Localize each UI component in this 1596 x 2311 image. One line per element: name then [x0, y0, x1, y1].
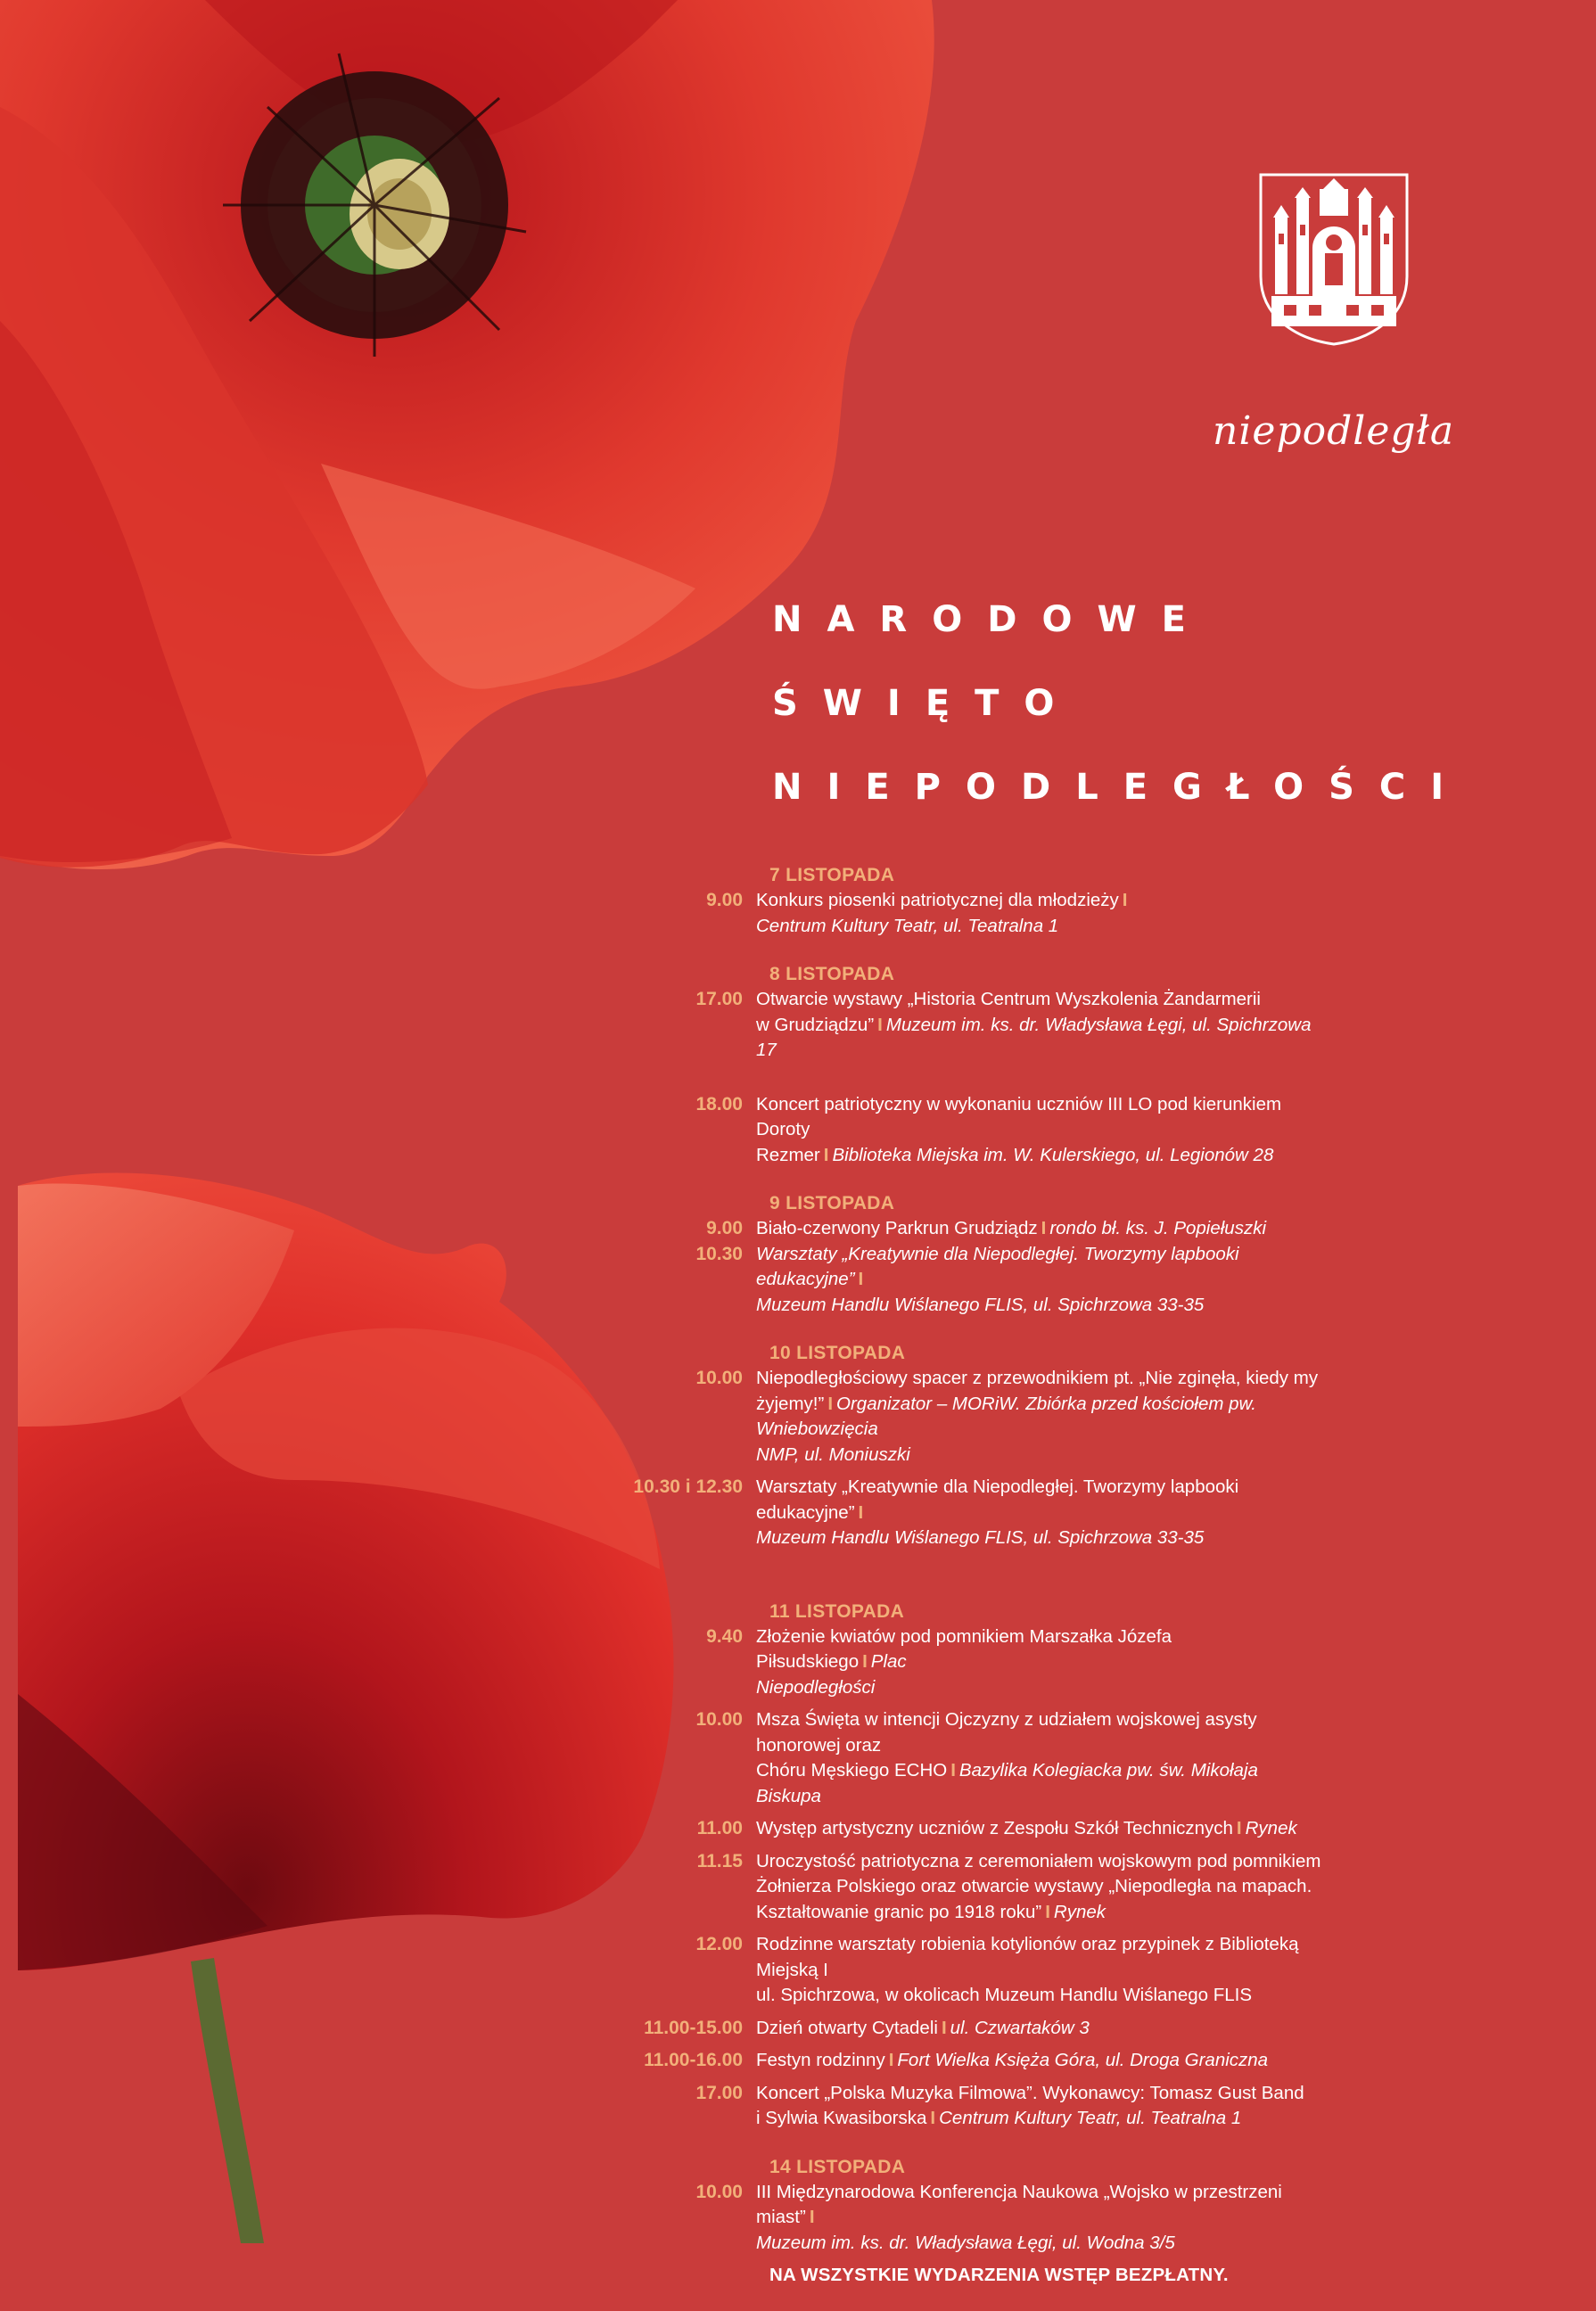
event-row: [0, 2016, 1596, 2042]
separator: I: [1236, 1818, 1242, 1838]
event-row: [0, 1216, 1596, 1242]
event-desc: Warsztaty „Kreatywnie dla Niepodległej. Tworzymy lapbooki edukacyjne” I Muzeum Handlu Wiślanego FLIS, ul. Spichrzowa 33-35: [756, 1243, 1239, 1315]
event-row: [0, 1092, 1596, 1169]
event-place: Fort Wielka Księża Góra, ul. Droga Graniczna: [897, 2050, 1269, 2070]
event-desc: Otwarcie wystawy „Historia Centrum Wyszkolenia Żandarmerii w Grudziądzu” I Muzeum im. ks. dr. Władysława Łęgi, ul. Spichrzowa 17: [756, 989, 1312, 1060]
event-desc: Rodzinne warsztaty robienia kotylionów oraz przypinek z Biblioteką Miejską I ul. Spichrzowa, w okolicach Muzeum Handlu Wiślanego FLIS: [756, 1934, 1299, 2005]
event-time: 17.00: [695, 989, 743, 1009]
event-place: Bazylika Kolegiacka pw. św. Mikołaja Biskupa: [756, 1760, 1258, 1806]
event-row: [0, 987, 1596, 1064]
event-place: Muzeum im. ks. dr. Władysława Łęgi, ul. Spichrzowa 17: [756, 1014, 1312, 1060]
event-place: NMP, ul. Moniuszki: [756, 1443, 910, 1465]
event-time: 9.40: [706, 1625, 743, 1647]
event-desc: Warsztaty „Kreatywnie dla Niepodległej. Tworzymy lapbooki edukacyjne” I Muzeum Handlu Wiślanego FLIS, ul. Spichrzowa 33-35: [756, 1476, 1239, 1548]
free-entry-note: NA WSZYSTKIE WYDARZENIA WSTĘP BEZPŁATNY.: [769, 2265, 1229, 2285]
event-time: 11.00-15.00: [644, 2017, 743, 2038]
event-place: Plac: [870, 1651, 907, 1672]
event-row: [0, 1475, 1596, 1551]
event-desc: Koncert patriotyczny w wykonaniu uczniów III LO pod kierunkiem Doroty Rezmer I Biblioteka Miejska im. W. Kulerskiego, ul. Legionów 28: [756, 1093, 1282, 1165]
separator: I: [862, 1651, 868, 1672]
separator: I: [827, 1393, 834, 1414]
event-row: [0, 1366, 1596, 1468]
event-time: 10.30 i 12.30: [633, 1476, 743, 1497]
event-row: [0, 2081, 1596, 2132]
event-desc: Występ artystyczny uczniów z Zespołu Szkół Technicznych I Rynek: [756, 1818, 1297, 1838]
event-place: Organizator – MORiW. Zbiórka przed kościołem pw. Wniebowzięcia: [756, 1393, 1256, 1439]
day-label: 7 LISTOPADA: [769, 865, 895, 885]
event-row: [0, 888, 1596, 939]
day-label: 10 LISTOPADA: [769, 1343, 906, 1363]
event-schedule: [0, 863, 1596, 2311]
separator: I: [941, 2017, 947, 2038]
event-place: Muzeum Handlu Wiślanego FLIS, ul. Spichrzowa 33-35: [756, 1294, 1205, 1315]
event-row: [0, 1707, 1596, 1809]
event-row: [0, 1816, 1596, 1842]
event-place: rondo bł. ks. J. Popiełuszki: [1049, 1218, 1267, 1238]
event-place: ul. Czwartaków 3: [950, 2017, 1090, 2038]
event-row: [0, 1849, 1596, 1926]
separator: I: [858, 1501, 864, 1523]
event-desc: Koncert „Polska Muzyka Filmowa”. Wykonawcy: Tomasz Gust Band i Sylwia Kwasiborska I Centrum Kultury Teatr, ul. Teatralna 1: [756, 2082, 1304, 2128]
page-title: [772, 578, 1468, 829]
event-desc: Złożenie kwiatów pod pomnikiem Marszałka Józefa Piłsudskiego I Plac Niepodległości: [756, 1625, 1172, 1698]
event-time: 10.00: [695, 1709, 743, 1730]
title-line-3: NIEPODLEGŁOŚCI: [772, 767, 1469, 808]
event-desc: Biało-czerwony Parkrun Grudziądz I rondo bł. ks. J. Popiełuszki: [756, 1218, 1267, 1238]
event-time: 10.30: [695, 1243, 743, 1264]
event-desc: Msza Święta w intencji Ojczyzny z udziałem wojskowej asysty honorowej oraz Chóru Męskiego ECHO I Bazylika Kolegiacka pw. św. Mikołaja Biskupa: [756, 1709, 1258, 1806]
event-time: 10.00: [695, 2181, 743, 2202]
day-label: 9 LISTOPADA: [769, 1193, 895, 1213]
day-10-nov: [0, 1341, 1596, 1551]
day-label: 14 LISTOPADA: [769, 2156, 906, 2177]
event-desc: Festyn rodzinny I Fort Wielka Księża Góra, ul. Droga Graniczna: [756, 2050, 1269, 2070]
event-place: Rynek: [1245, 1818, 1297, 1838]
event-time: 11.15: [696, 1850, 743, 1871]
event-place: Niepodległości: [756, 1676, 876, 1698]
day-8-nov: [0, 962, 1596, 1168]
separator: I: [823, 1144, 829, 1165]
event-time: 9.00: [706, 890, 743, 910]
niepodlegla-signature: niepodległa: [1213, 408, 1455, 454]
separator: I: [877, 1014, 883, 1035]
day-14-nov: [0, 2155, 1596, 2289]
event-time: 12.00: [695, 1934, 743, 1954]
separator: I: [1122, 890, 1128, 910]
event-place: Centrum Kultury Teatr, ul. Teatralna 1: [756, 915, 1059, 936]
city-coat-of-arms-icon: [1257, 171, 1411, 346]
separator: I: [858, 1269, 864, 1289]
title-line-1: NARODOWE: [772, 599, 1211, 640]
event-time: 9.00: [706, 1218, 743, 1238]
event-time: 10.00: [695, 1368, 743, 1388]
day-7-nov: [0, 863, 1596, 939]
title-line-2: ŚWIĘTO: [772, 683, 1080, 724]
day-11-nov: [0, 1600, 1596, 2132]
spacer: [0, 1575, 1596, 1600]
day-label: 11 LISTOPADA: [769, 1600, 905, 1622]
event-time: 17.00: [695, 2082, 743, 2103]
event-time: 11.00: [696, 1818, 743, 1838]
separator: I: [1041, 1218, 1047, 1238]
event-desc: Niepodległościowy spacer z przewodnikiem pt. „Nie zginęła, kiedy my żyjemy!” I Organizator – MORiW. Zbiórka przed kościołem pw. Wniebowzięcia NMP, ul. Moniuszki: [756, 1368, 1319, 1465]
event-place: Biblioteka Miejska im. W. Kulerskiego, ul. Legionów 28: [832, 1144, 1274, 1165]
day-9-nov: [0, 1191, 1596, 1318]
day-label: 8 LISTOPADA: [769, 964, 895, 984]
separator: I: [888, 2050, 894, 2070]
event-row: [0, 2048, 1596, 2074]
event-desc: Uroczystość patriotyczna z ceremoniałem wojskowym pod pomnikiem Żołnierza Polskiego oraz otwarcie wystawy „Niepodległa na mapach. Kształtowanie granic po 1918 roku” I Rynek: [756, 1850, 1321, 1922]
event-place: Muzeum Handlu Wiślanego FLIS, ul. Spichrzowa 33-35: [756, 1527, 1205, 1548]
event-desc: Konkurs piosenki patriotycznej dla młodzieży I Centrum Kultury Teatr, ul. Teatralna 1: [756, 890, 1128, 936]
separator: I: [950, 1760, 956, 1781]
event-place: Centrum Kultury Teatr, ul. Teatralna 1: [939, 2108, 1242, 2128]
separator: I: [809, 2207, 815, 2227]
event-row: [0, 2180, 1596, 2257]
event-time: 18.00: [695, 1093, 743, 1114]
event-time: 11.00-16.00: [644, 2050, 743, 2070]
event-desc: III Międzynarodowa Konferencja Naukowa „Wojsko w przestrzeni miast” I Muzeum im. ks. dr. Władysława Łęgi, ul. Wodna 3/5: [756, 2181, 1282, 2253]
event-desc: Dzień otwarty Cytadeli I ul. Czwartaków 3: [756, 2017, 1090, 2038]
separator: I: [1045, 1901, 1050, 1922]
event-row: [0, 1242, 1596, 1319]
event-place: Muzeum im. ks. dr. Władysława Łęgi, ul. Wodna 3/5: [756, 2232, 1175, 2253]
event-row: [0, 1932, 1596, 2009]
event-row: [0, 1624, 1596, 1701]
event-place: Rynek: [1053, 1901, 1107, 1922]
separator: I: [930, 2108, 936, 2128]
